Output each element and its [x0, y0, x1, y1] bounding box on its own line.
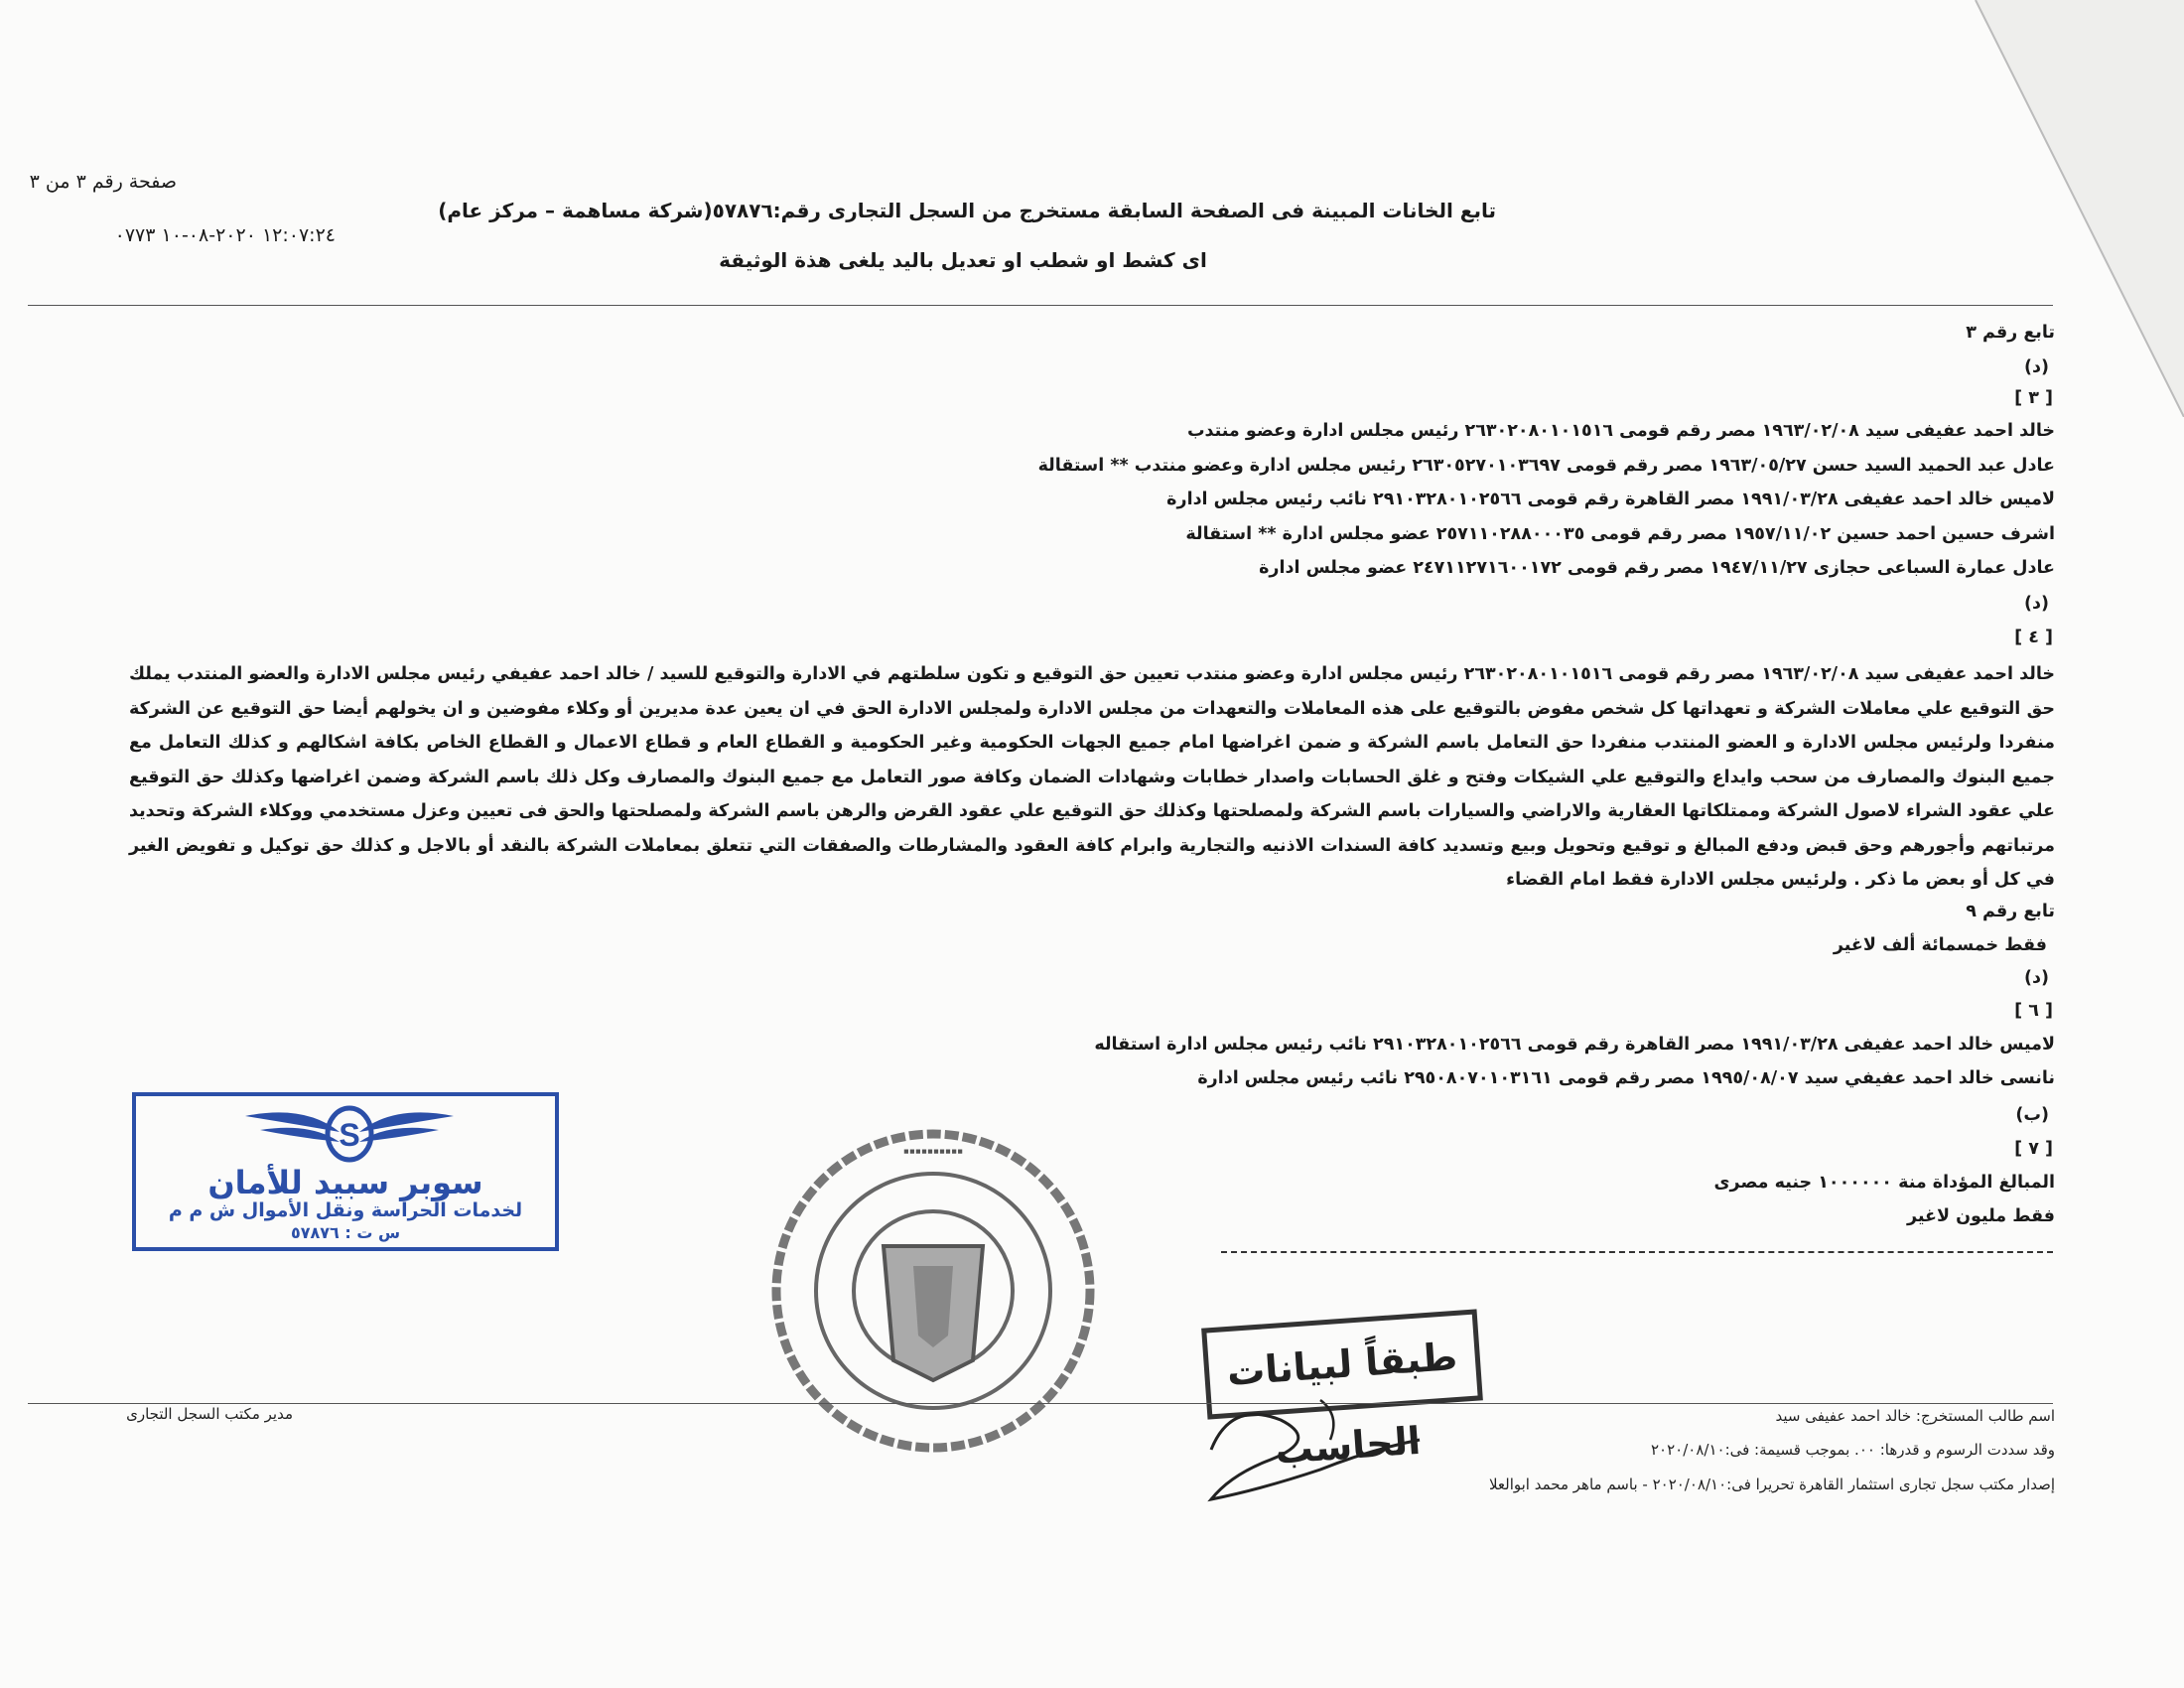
section4-code: (د)	[2024, 594, 2049, 614]
applicant-name: اسم طالب المستخرج: خالد احمد عفيفى سيد	[1775, 1407, 2055, 1425]
company-stamp	[132, 1092, 559, 1251]
vice-chair-line: لاميس خالد احمد عفيفى ١٩٩١/٠٣/٢٨ مصر القاهرة رقم قومى ٢٩١٠٣٢٨٠١٠٢٥٦٦ نائب رئيس مجلس ادارة استقاله	[1094, 1035, 2055, 1055]
section9-label: تابع رقم ٩	[1966, 902, 2055, 921]
section6-code: (د)	[2024, 968, 2049, 988]
wings-logo-icon	[136, 1096, 563, 1168]
document-title: تابع الخانات المبينة فى الصفحة السابقة مستخرج من السجل التجارى رقم:٥٧٨٧٦(شركة مساهمة – مركز عام)	[438, 199, 1496, 222]
section-end-rule	[1221, 1251, 2053, 1253]
paid-amount: المبالغ المؤداة منة ١٠٠٠٠٠٠ جنيه مصرى	[1713, 1173, 2055, 1193]
signing-authority-paragraph: خالد احمد عفيفى سيد ١٩٦٣/٠٢/٠٨ مصر رقم قومى ٢٦٣٠٢٠٨٠١٠١٥١٦ رئيس مجلس ادارة وعضو منتدب تعيين حق التوقيع و تكون سلطتهم في الادارة والتوقيع للسيد / خالد احمد عفيفي رئيس مجلس الادارة والعضو المنتدب يملك حق التوقيع علي معاملات الشركة و تعهداتها كل شخص مفوض بالتوقيع على هذه المعاملات والتعهدات من مجلس الادارة ولمجلس الادارة الحق في ان يعين عدة مديرين أو وكلاء مفوضين و ان يخولهم أيضا حق التوقيع عن الشركة منفردا ولرئيس مجلس الادارة و العضو المنتدب منفردا حق التعامل باسم الشركة و ضمن اغراضها امام جميع الجهات الحكومية وغير الحكومية و القطاع العام و قطاع الاعمال و القطاع الخاص بكافة اشكالهم و كذلك التعامل مع جميع البنوك والمصارف من سحب وايداع والتوقيع علي الشيكات وفتح و غلق الحسابات واصدار خطابات وشهادات الضمان وكافة صور التعامل مع جميع البنوك والمصارف وكل ذلك باسم الشركة وضمن اغراضها وكذلك حق التوقيع علي عقود الشراء لاصول الشركة وممتلكاتها العقارية والاراضي والسيارات باسم الشركة ولمصلحتها وكذلك حق التوقيع علي عقود القرض والرهن باسم الشركة ولمصلحتها والحق فى تعيين وعزل مستخدمي ووكلاء الشركة وتحديد مرتباتهم وأجورهم وحق قبض ودفع المبالغ و توقيع وتحويل وبيع وتسديد كافة السندات الاذنيه والتجارية وابرام كافة العقود والمشارطات والصفقات التي تتعلق بمعاملات الشركة بالنقد أو بالاجل و كذلك حق توكيل و تفويض الغير في كل أو بعض ما ذكر . ولرئيس مجلس الادارة فقط امام القضاء	[129, 664, 2056, 890]
paid-amount-words: فقط مليون لاغير	[1906, 1206, 2055, 1226]
stamp-company-name: سوبر سبيد للأمان	[207, 1164, 483, 1201]
svg-text:▪▪▪▪▪▪▪▪▪▪: ▪▪▪▪▪▪▪▪▪▪	[902, 1142, 964, 1161]
board-member-line: لاميس خالد احمد عفيفى ١٩٩١/٠٣/٢٨ مصر القاهرة رقم قومى ٢٩١٠٣٢٨٠١٠٢٥٦٦ نائب رئيس مجلس ادارة	[1166, 490, 2055, 509]
vice-chair-line: نانسى خالد احمد عفيفي سيد ١٩٩٥/٠٨/٠٧ مصر رقم قومى ٢٩٥٠٨٠٧٠١٠٣١٦١ نائب رئيس مجلس ادارة	[1197, 1068, 2055, 1088]
fees-line: وقد سددت الرسوم و قدرها: ٠٠. بموجب قسيمة: فى:٢٠٢٠/٠٨/١٠	[1651, 1441, 2055, 1459]
footer-rule	[28, 1403, 2053, 1404]
section7-number: [ ٧ ]	[2014, 1139, 2053, 1159]
page-number: صفحة رقم ٣ من ٣	[29, 171, 177, 193]
section3-code: (د)	[2024, 357, 2049, 377]
official-seal-icon	[764, 1117, 1102, 1455]
header-rule	[28, 305, 2053, 306]
page-fold-corner	[1856, 0, 2184, 417]
computer-data-stamp-text: طبقاً لبيانات الحاسب	[1225, 1334, 1459, 1473]
section9-value: فقط خمسمائة ألف لاغير	[1833, 935, 2047, 955]
board-member-line: اشرف حسين احمد حسين ١٩٥٧/١١/٠٢ مصر رقم قومى ٢٥٧١١٠٢٨٨٠٠٠٣٥ عضو مجلس ادارة ** استقالة	[1185, 524, 2055, 544]
stamp-company-services: لخدمات الحراسة ونقل الأموال ش م م	[168, 1199, 523, 1221]
board-member-line: عادل عمارة السباعى حجازى ١٩٤٧/١١/٢٧ مصر رقم قومى ٢٤٧١١٢٧١٦٠٠١٧٢ عضو مجلس ادارة	[1259, 558, 2055, 578]
section7-code: (ب)	[2015, 1105, 2049, 1125]
section3-label: تابع رقم ٣	[1966, 323, 2055, 343]
section4-number: [ ٤ ]	[2014, 628, 2053, 647]
board-member-line: خالد احمد عفيفى سيد ١٩٦٣/٠٢/٠٨ مصر رقم قومى ٢٦٣٠٢٠٨٠١٠١٥١٦ رئيس مجلس ادارة وعضو منتدب	[1186, 421, 2055, 441]
board-member-line: عادل عبد الحميد السيد حسن ١٩٦٣/٠٥/٢٧ مصر رقم قومى ٢٦٣٠٥٢٧٠١٠٣٦٩٧ رئيس مجلس ادارة وعضو منتدب ** استقالة	[1037, 456, 2055, 476]
tamper-warning: اى كشط او شطب او تعديل باليد يلغى هذة الوثيقة	[719, 248, 1207, 272]
stamp-company-reg: س ت : ٥٧٨٧٦	[290, 1223, 401, 1242]
registry-manager-label: مدير مكتب السجل التجارى	[126, 1405, 293, 1423]
section6-number: [ ٦ ]	[2014, 1001, 2053, 1021]
signature-icon	[1171, 1380, 1430, 1519]
section3-number: [ ٣ ]	[2014, 388, 2053, 408]
svg-text:S: S	[339, 1117, 360, 1153]
reference-number: ١٢:٠٧:٢٤ ٢٠٢٠-٠٨-١٠ ٠٧٧٣	[114, 224, 336, 246]
issued-by-line: إصدار مكتب سجل تجارى استثمار القاهرة تحريرا فى:٢٠٢٠/٠٨/١٠ - باسم ماهر محمد ابوالعلا	[1488, 1476, 2055, 1493]
